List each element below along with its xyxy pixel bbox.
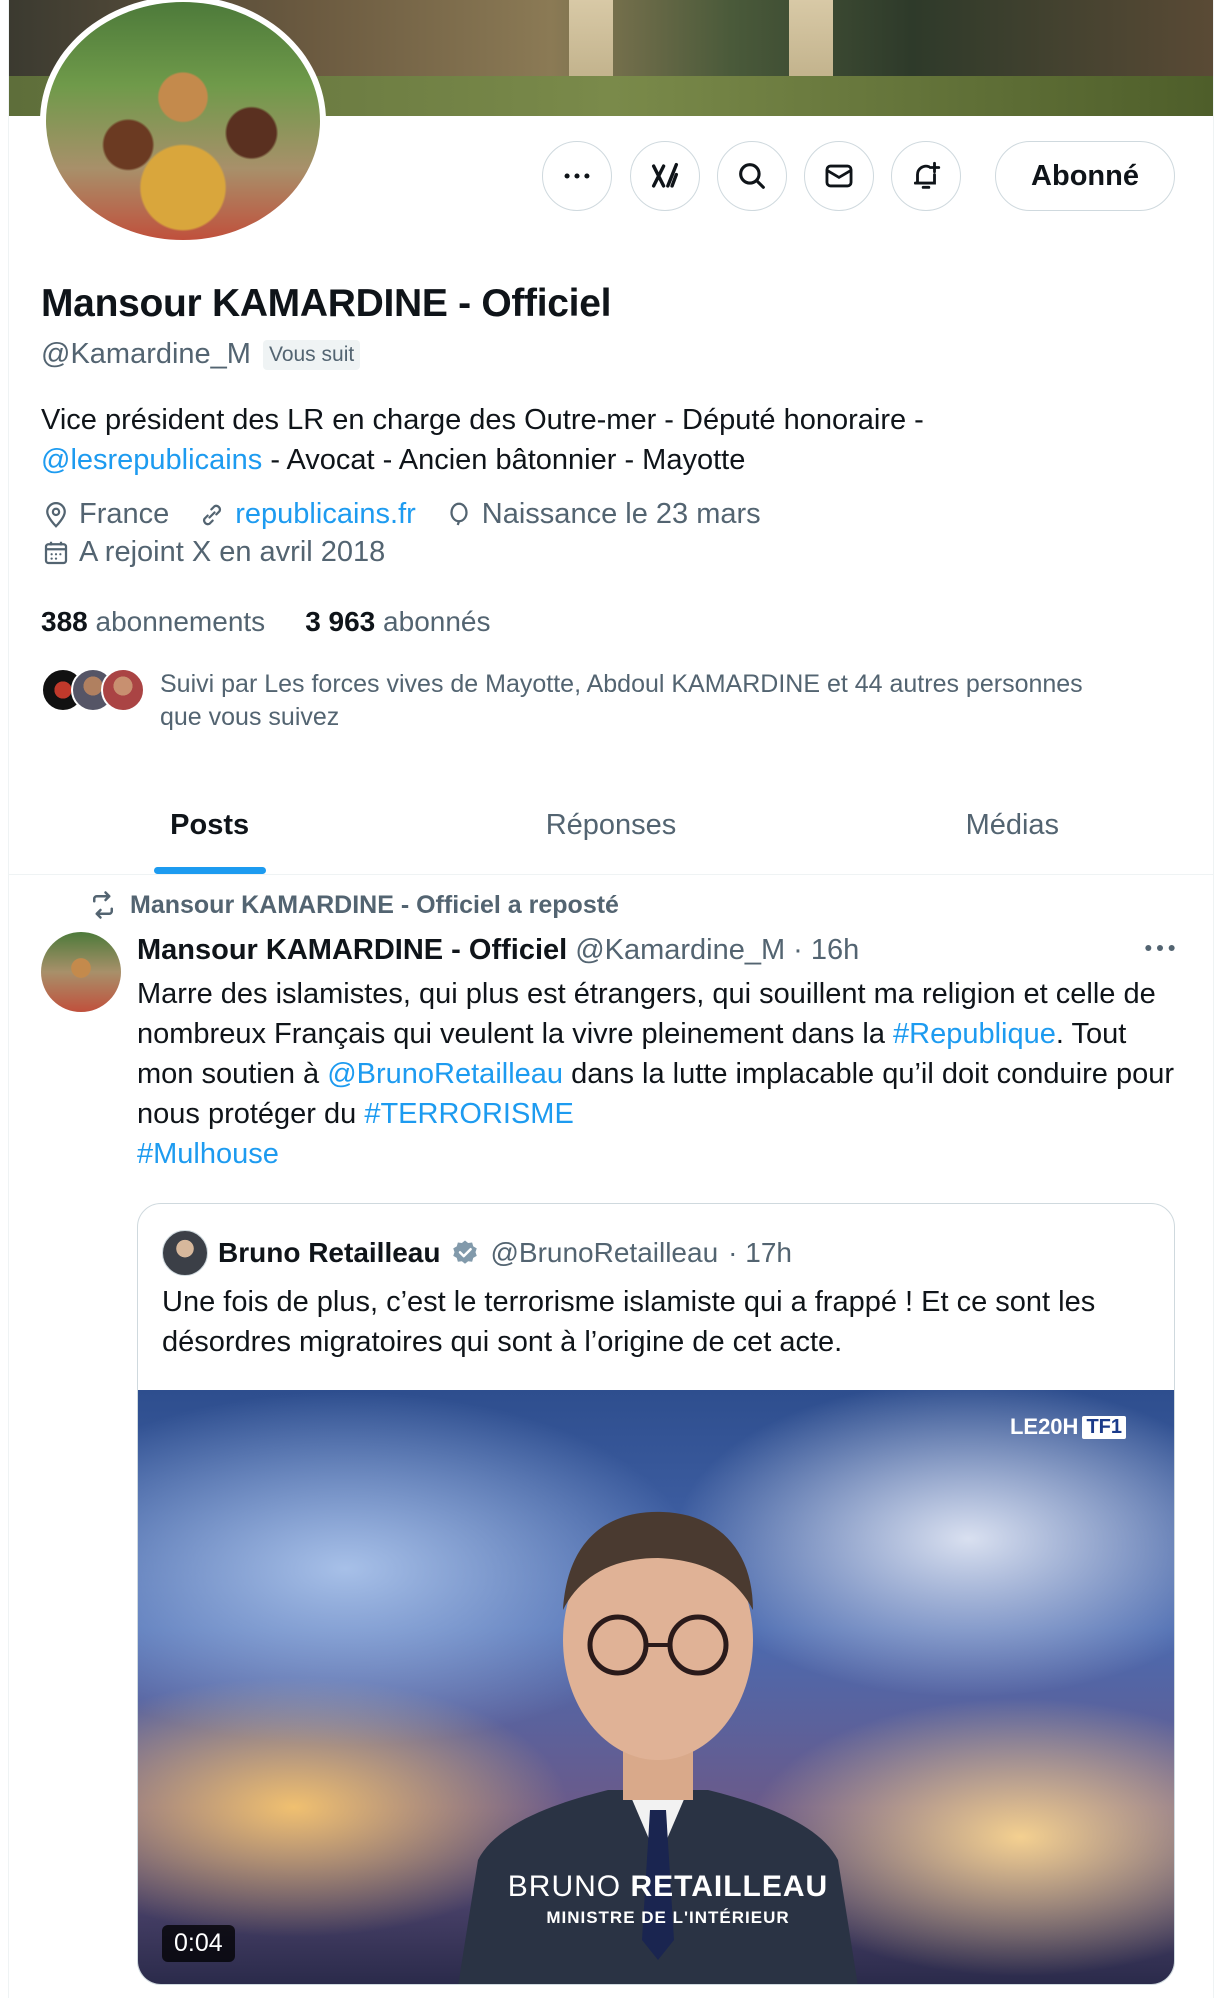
followed-by-line: que vous suivez bbox=[160, 703, 340, 731]
website-item[interactable] bbox=[197, 498, 416, 531]
mention-link[interactable]: @BrunoRetailleau bbox=[327, 1058, 564, 1090]
video-duration: 0:04 bbox=[162, 1925, 235, 1962]
tab-posts[interactable] bbox=[9, 776, 410, 874]
bio-text: - Avocat - Ancien bâtonnier - Mayotte bbox=[262, 444, 746, 476]
message-button[interactable] bbox=[804, 141, 874, 211]
post-header bbox=[137, 934, 859, 967]
lower-third-first-name: BRUNO bbox=[507, 1870, 631, 1903]
hashtag-link[interactable]: #Republique bbox=[893, 1018, 1056, 1050]
joined-item bbox=[41, 536, 385, 569]
tv-logo-left: LE20H bbox=[1009, 1414, 1079, 1439]
joined-text: A rejoint X en avril 2018 bbox=[79, 536, 386, 568]
search-button[interactable] bbox=[717, 141, 787, 211]
post-text-part: dans la lutte implacable qu’il doit conduire pour nous protéger du bbox=[137, 1058, 1175, 1130]
birthday-text: Naissance le 23 mars bbox=[481, 498, 761, 530]
quote-text: Une fois de plus, c’est le terrorisme islamiste qui a frappé ! Et ce sont les désordres migratoires qui sont à l’origine de cet acte. bbox=[162, 1286, 1096, 1358]
following-count: 388 bbox=[41, 606, 88, 637]
followers-label: abonnés bbox=[383, 606, 491, 637]
quote-header bbox=[162, 1230, 792, 1276]
grok-button[interactable] bbox=[630, 141, 700, 211]
video-player[interactable] bbox=[138, 1390, 1175, 1985]
birthday-item bbox=[444, 498, 761, 531]
location-text: France bbox=[79, 498, 170, 530]
quote-time: · 17h bbox=[728, 1237, 792, 1268]
profile-meta-joined bbox=[41, 536, 413, 569]
link-icon bbox=[197, 500, 227, 530]
profile-bio bbox=[41, 400, 1181, 480]
more-icon bbox=[560, 159, 594, 193]
balloon-icon bbox=[444, 500, 474, 530]
following-button[interactable]: Abonné bbox=[995, 141, 1175, 211]
following-count-link[interactable] bbox=[41, 606, 265, 638]
tab-label: Médias bbox=[965, 808, 1060, 841]
post-author-avatar[interactable] bbox=[41, 932, 121, 1012]
quote-author-avatar bbox=[162, 1230, 208, 1276]
profile-meta bbox=[41, 498, 789, 531]
hashtag-link[interactable]: #Mulhouse bbox=[137, 1138, 279, 1170]
followed-by-text[interactable] bbox=[160, 668, 1170, 734]
tab-label: Réponses bbox=[545, 808, 677, 841]
notify-button[interactable] bbox=[891, 141, 961, 211]
tv-logo-right: TF1 bbox=[1082, 1416, 1126, 1439]
profile-tabs bbox=[9, 776, 1213, 875]
profile-avatar[interactable] bbox=[40, 0, 326, 246]
post-text-part: Marre des islamistes, qui plus est étrangers, qui souillent ma religion et celle de nombreux Français qui veulent la vivre pleinement dans la bbox=[137, 978, 1156, 1050]
video-lower-third bbox=[408, 1870, 928, 1928]
profile-name: Mansour KAMARDINE - Officiel bbox=[41, 282, 612, 325]
handle-row bbox=[41, 338, 360, 371]
lower-third-name bbox=[408, 1870, 928, 1904]
repost-icon bbox=[88, 890, 118, 920]
tab-label: Posts bbox=[170, 808, 250, 841]
location-pin-icon bbox=[41, 500, 71, 530]
location-item bbox=[41, 498, 169, 531]
followed-by-line: Suivi par Les forces vives de Mayotte, Abdoul KAMARDINE et 44 autres personnes bbox=[160, 670, 1083, 698]
post-text bbox=[137, 974, 1187, 1174]
following-label: abonnements bbox=[95, 606, 266, 637]
lower-third-role: MINISTRE DE L'INTÉRIEUR bbox=[546, 1908, 790, 1927]
tv-channel-logo bbox=[1010, 1414, 1126, 1440]
quoted-post[interactable] bbox=[137, 1203, 1175, 1985]
calendar-icon bbox=[41, 538, 71, 568]
more-button[interactable] bbox=[542, 141, 612, 211]
post-time[interactable]: · 16h bbox=[793, 934, 860, 966]
followed-by-avatars[interactable] bbox=[41, 668, 131, 712]
message-icon bbox=[822, 159, 856, 193]
tab-media[interactable] bbox=[812, 776, 1213, 874]
post-author-name[interactable]: Mansour KAMARDINE - Officiel bbox=[137, 934, 568, 966]
quote-author-handle: @BrunoRetailleau bbox=[490, 1237, 719, 1268]
bio-text: Vice président des LR en charge des Outre-mer - Député honoraire - bbox=[41, 404, 924, 436]
verified-badge-icon bbox=[450, 1238, 480, 1268]
post-author-handle[interactable]: @Kamardine_M bbox=[575, 934, 786, 966]
bio-mention-link[interactable]: @lesrepublicains bbox=[41, 444, 263, 476]
grok-icon bbox=[648, 159, 682, 193]
follows-you-badge: Vous suit bbox=[263, 340, 360, 370]
notify-icon bbox=[909, 159, 943, 193]
more-icon bbox=[1140, 928, 1180, 968]
active-tab-indicator bbox=[154, 867, 266, 874]
followers-count-link[interactable] bbox=[305, 606, 490, 638]
tab-replies[interactable] bbox=[410, 776, 811, 874]
followers-count: 3 963 bbox=[305, 606, 376, 637]
search-icon bbox=[735, 159, 769, 193]
hashtag-link[interactable]: #TERRORISME bbox=[364, 1098, 574, 1130]
website-link[interactable]: republicains.fr bbox=[235, 498, 416, 530]
repost-indicator bbox=[88, 890, 619, 920]
profile-handle: @Kamardine_M bbox=[41, 338, 251, 370]
lower-third-last-name: RETAILLEAU bbox=[630, 1870, 829, 1903]
repost-label[interactable]: Mansour KAMARDINE - Officiel a reposté bbox=[130, 890, 619, 919]
follow-counts bbox=[41, 606, 490, 638]
quote-author-name: Bruno Retailleau bbox=[218, 1237, 441, 1268]
mini-avatar bbox=[101, 668, 145, 712]
post-text-part: . Tout mon soutien à bbox=[137, 1018, 1127, 1090]
post-more-button[interactable] bbox=[1140, 928, 1180, 968]
